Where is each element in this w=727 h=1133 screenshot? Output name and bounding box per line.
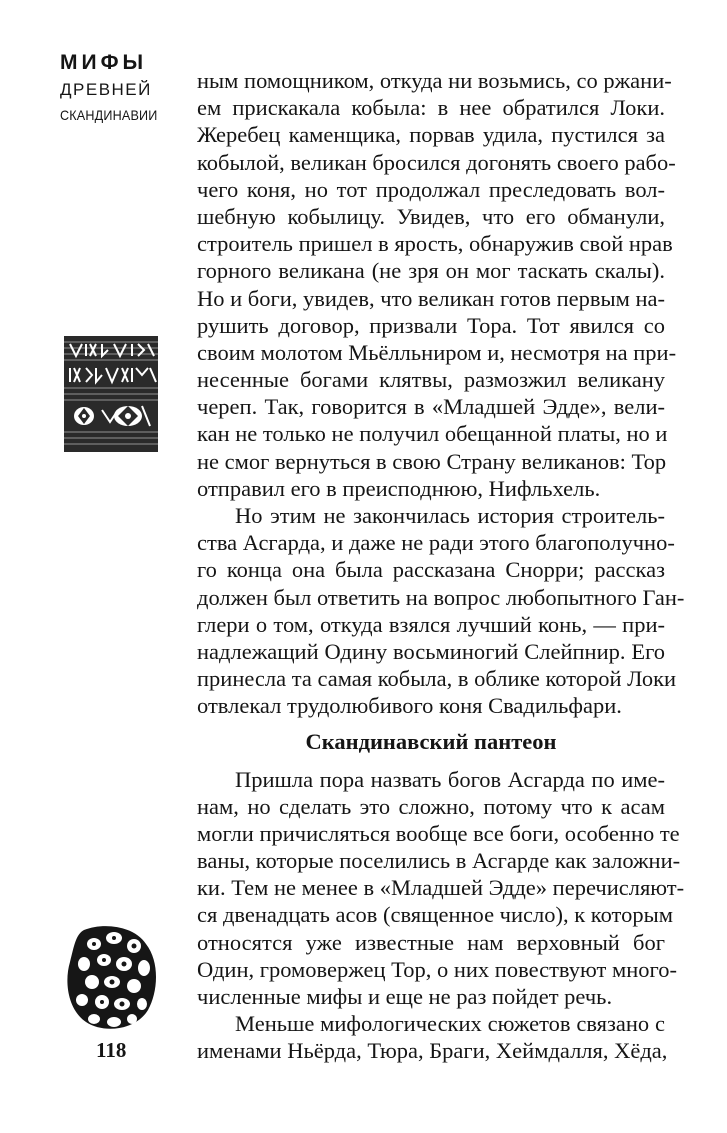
text-line: чего коня, но тот продолжал преследовать вол- [197, 176, 665, 202]
paragraph-4 [197, 1010, 668, 1064]
text-line: несенные богами клятвы, размозжил великану [197, 367, 665, 393]
text-line: Один, громовержец Тор, о них повествуют много- [197, 956, 677, 982]
paragraph-1 [197, 67, 677, 502]
text-line: ным помощником, откуда ни возьмись, со ржани- [197, 68, 672, 93]
text-line: ем прискакала кобыла: в нее обратился Локи. [197, 95, 665, 121]
text-line: шебную кобылицу. Увидев, что его обманули, [197, 203, 665, 229]
text-line: не смог вернуться в свою Страну великанов: Тор [197, 448, 667, 474]
running-title-line-1: МИФЫ [60, 51, 148, 74]
text-line: именами Ньёрда, Тюра, Браги, Хеймдалля, Хёда, [197, 1038, 668, 1064]
text-line: своим молотом Мьёлльниром и, несмотря на при- [197, 339, 677, 365]
text-line: Пришла пора назвать богов Асгарда по име- [235, 766, 665, 792]
section-heading: Скандинавский пантеон [305, 728, 557, 754]
text-line: Меньше мифологических сюжетов связано с [235, 1011, 665, 1037]
text-line: кан не только не получил обещанной платы, но и [197, 421, 668, 447]
text-line: глери о том, откуда взялся лучший конь, — при- [197, 611, 665, 637]
text-line: рушить договор, призвали Тора. Тот явился со [197, 312, 665, 338]
text-line: отвлекал трудолюбивого коня Свадильфари. [197, 693, 622, 719]
text-line: горного великана (не зря он мог таскать скалы). [197, 258, 665, 284]
text-line: Жеребец каменщика, порвав удила, пустился за [197, 122, 665, 148]
running-title [60, 50, 180, 126]
page-number: 118 [96, 1038, 127, 1062]
text-line: го конца она была рассказана Снорри; рассказ [197, 557, 665, 583]
text-line: ся двенадцать асов (священное число), к которым [197, 902, 673, 928]
text-line: могли причисляться вообще все боги, особенно те [197, 820, 680, 846]
runic-carving-icon [62, 332, 162, 458]
text-line: должен был ответить на вопрос любопытного Ган- [197, 584, 685, 610]
paragraph-3 [197, 766, 685, 1011]
text-line: строитель пришел в ярость, обнаружив свой нрав [197, 231, 673, 257]
text-line: численные мифы и еще не раз пойдет речь. [197, 984, 613, 1009]
text-line: кобылой, великан бросился догонять своего рабо- [197, 149, 676, 175]
knotwork-ornament-icon [64, 922, 160, 1034]
text-line: принесла та самая кобыла, в облике которой Локи [197, 666, 677, 692]
running-title-line-2: ДРЕВНЕЙ [60, 80, 152, 99]
text-line: отправил его в преисподнюю, Нифльхель. [197, 475, 601, 501]
text-line: Но и боги, увидев, что великан готов первым на- [197, 285, 666, 311]
running-title-line-3: СКАНДИНАВИИ [60, 107, 158, 123]
paragraph-2 [197, 502, 685, 720]
text-line: относятся уже известные нам верховный бог [197, 929, 665, 955]
text-line: ства Асгарда, и даже не ради этого благополучно- [197, 530, 675, 556]
text-line: ки. Тем не менее в «Младшей Эдде» перечисляют- [197, 875, 685, 901]
main-text [197, 67, 685, 1065]
text-line: ваны, которые поселились в Асгарде как заложни- [197, 848, 681, 874]
text-line: нам, но сделать это сложно, потому что к асам [197, 793, 665, 819]
text-line: череп. Так, говорится в «Младшей Эдде», вели- [197, 394, 665, 420]
text-line: надлежащий Одину восьминогий Слейпнир. Его [197, 638, 665, 664]
text-line: Но этим не закончилась история строитель- [235, 503, 665, 528]
